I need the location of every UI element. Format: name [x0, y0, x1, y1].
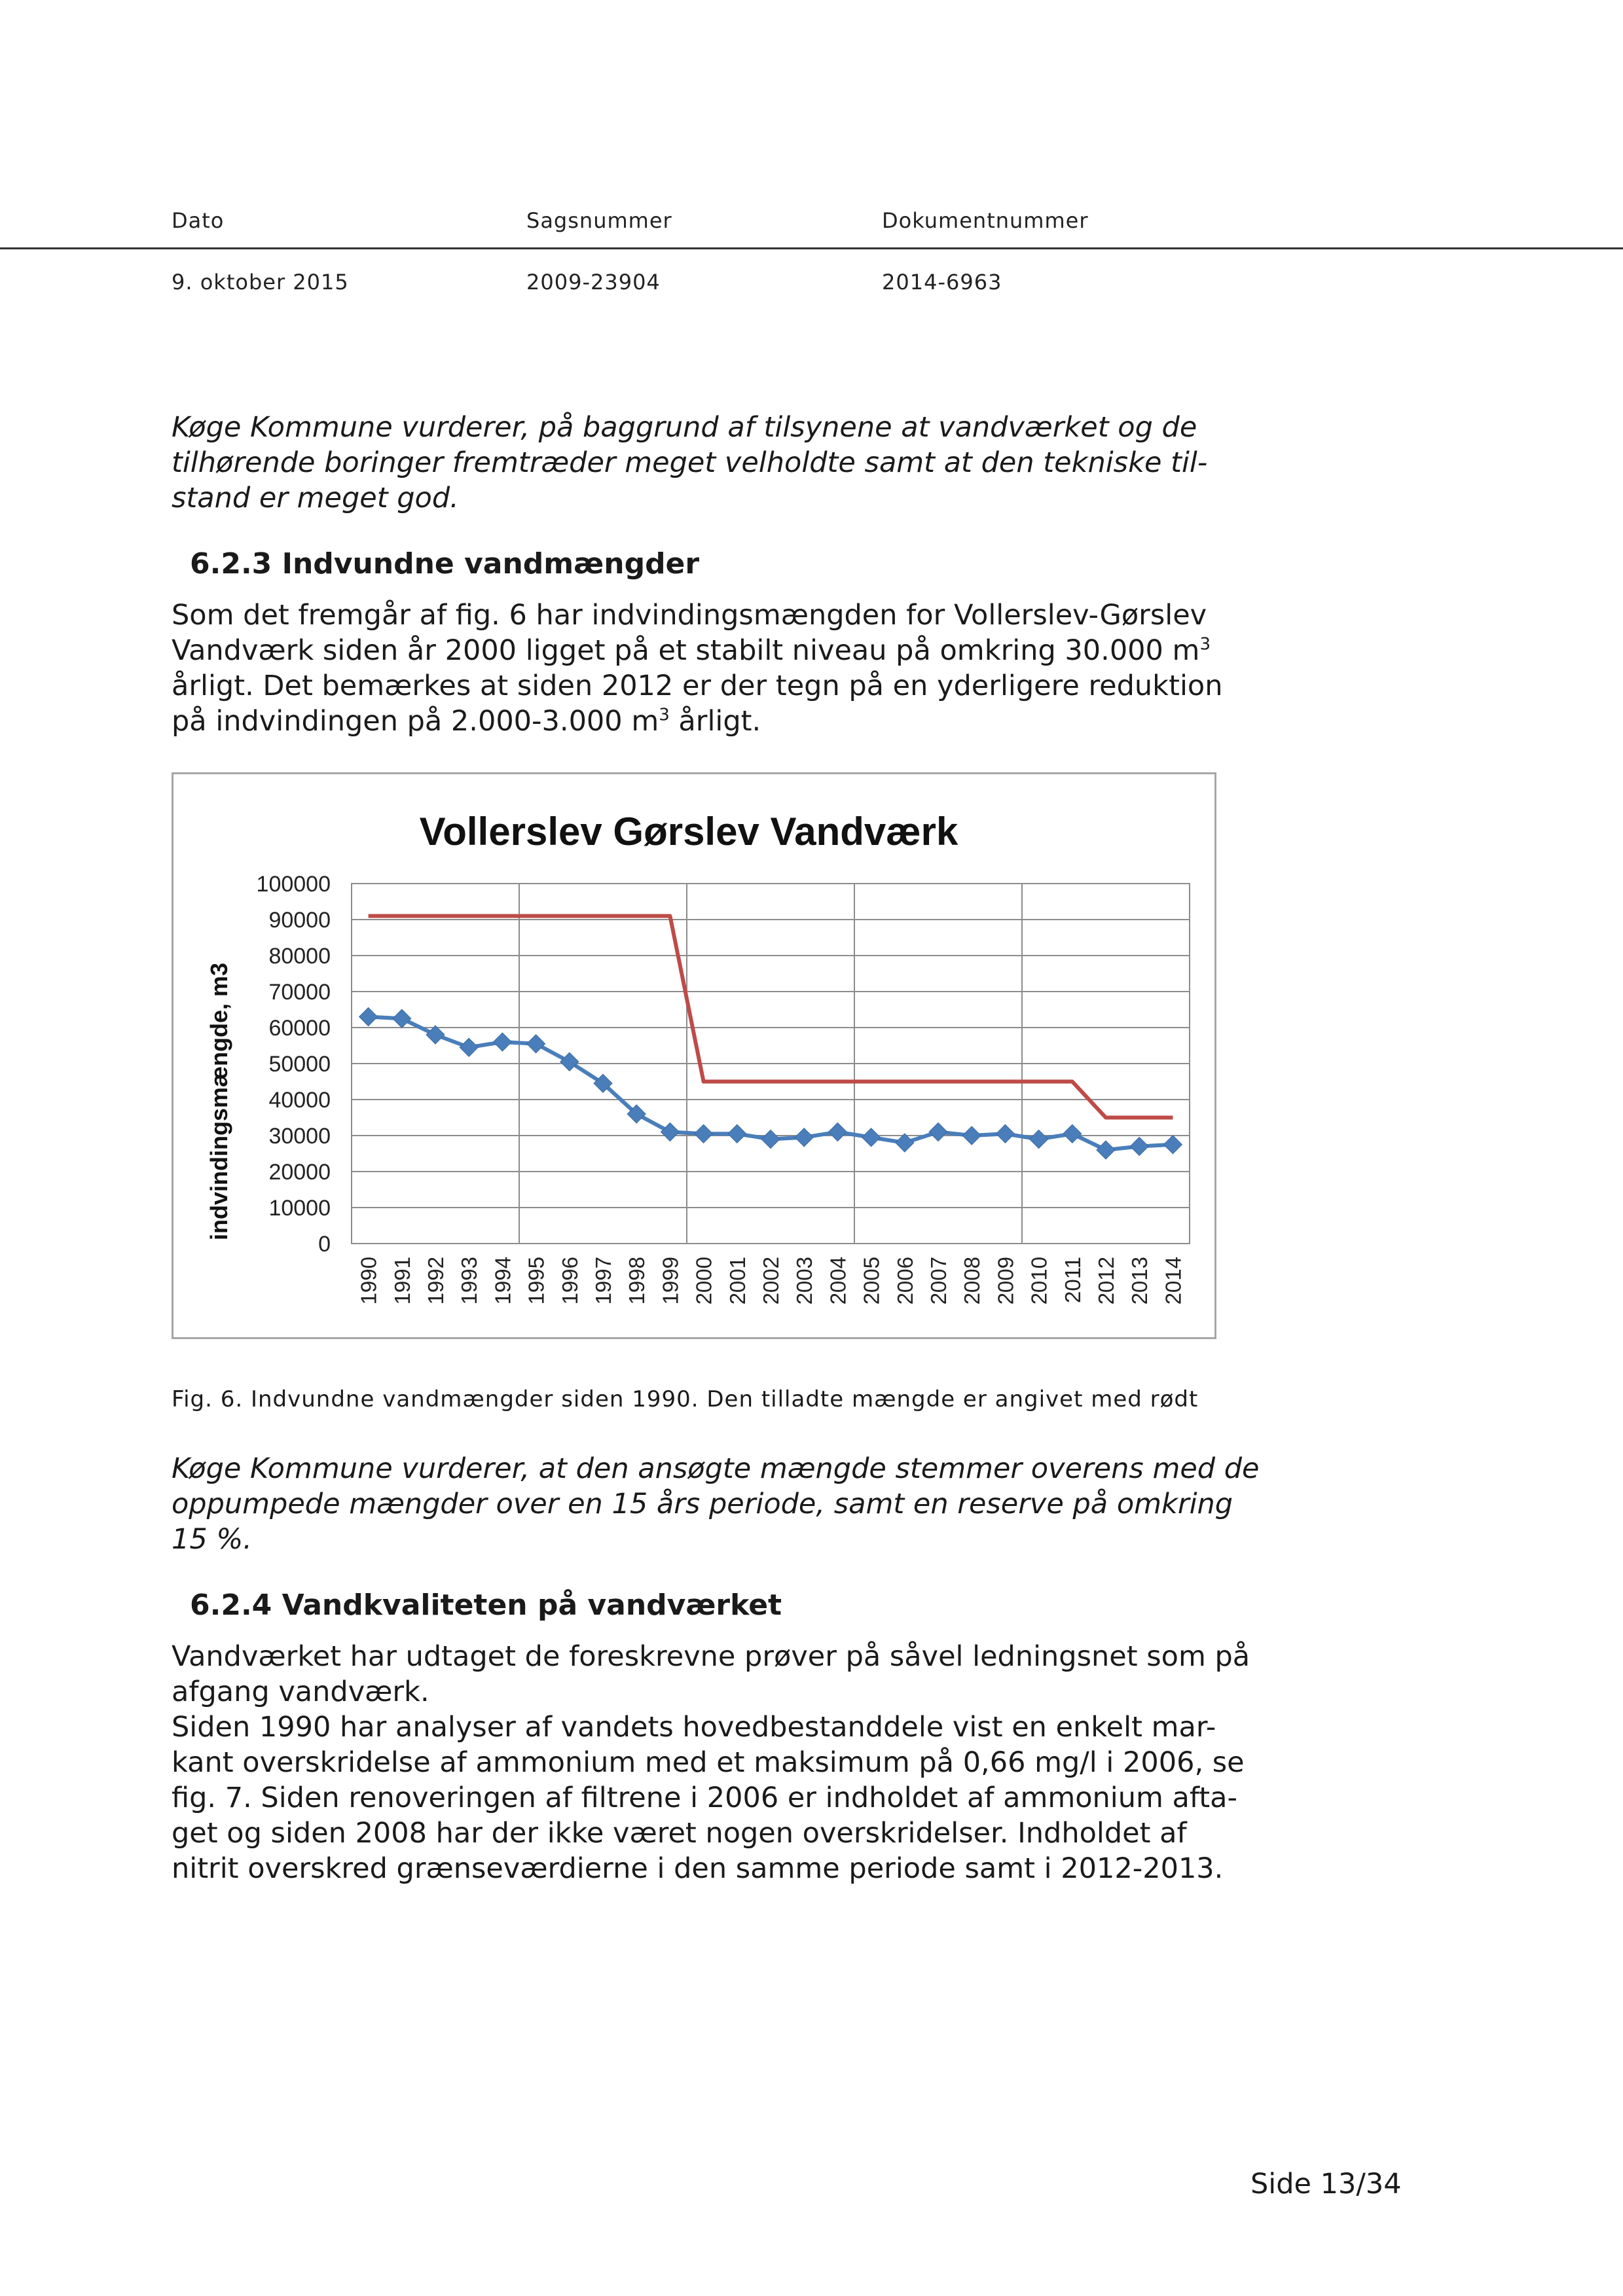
- y-tick-label: 100000: [256, 872, 331, 897]
- y-tick-label: 50000: [268, 1052, 331, 1077]
- data-point-marker: [1063, 1124, 1082, 1143]
- x-tick-label: 1990: [356, 1257, 381, 1305]
- data-point-marker: [896, 1134, 914, 1152]
- x-tick-label: 2002: [759, 1257, 783, 1305]
- section-624-paragraph: [172, 1639, 1250, 1886]
- data-point-marker: [695, 1124, 713, 1143]
- x-tick-label: 1993: [457, 1257, 482, 1305]
- data-point-marker: [1130, 1138, 1148, 1156]
- series-line-1: [369, 916, 1173, 1118]
- body-line-text: Vandværk siden år 2000 ligget på et stabilt niveau på omkring 30.000 m: [172, 634, 1200, 667]
- body-line-text: på indvindingen på 2.000-3.000 m: [172, 705, 659, 738]
- body-line-text: årligt.: [669, 705, 761, 738]
- x-tick-label: 2013: [1127, 1257, 1152, 1305]
- body-line: Siden 1990 har analyser af vandets hovedbestanddele vist en enkelt mar-: [172, 1711, 1216, 1744]
- data-point-marker: [1030, 1130, 1048, 1149]
- data-point-marker: [996, 1124, 1014, 1143]
- data-point-marker: [661, 1123, 679, 1141]
- section-623-heading: 6.2.3 Indvundne vandmængder: [190, 547, 700, 581]
- header-dato-label: Dato: [172, 208, 225, 233]
- data-point-marker: [962, 1126, 981, 1145]
- data-point-marker: [527, 1035, 545, 1053]
- data-point-marker: [1163, 1136, 1182, 1154]
- data-point-marker: [426, 1026, 445, 1044]
- y-tick-label: 0: [318, 1232, 331, 1257]
- assessment-line: 15 %.: [172, 1523, 252, 1556]
- x-tick-label: 1997: [591, 1257, 615, 1305]
- body-line: get og siden 2008 har der ikke været nogen overskridelser. Indholdet af: [172, 1817, 1187, 1850]
- x-tick-label: 1995: [524, 1257, 549, 1305]
- x-tick-label: 1998: [625, 1257, 649, 1305]
- intro-line: stand er meget god.: [172, 482, 459, 514]
- data-point-marker: [761, 1130, 780, 1149]
- data-point-marker: [929, 1123, 947, 1141]
- x-tick-label: 2007: [926, 1257, 951, 1305]
- figure-6-frame: [172, 772, 1216, 1339]
- figure-caption: Fig. 6. Indvundne vandmængder siden 1990. Den tilladte mængde er angivet med rødt: [172, 1386, 1199, 1412]
- intro-line: Køge Kommune vurderer, på baggrund af tilsynene at vandværket og de: [172, 411, 1197, 444]
- body-line: Vandværket har udtaget de foreskrevne prøver på såvel ledningsnet som på: [172, 1640, 1250, 1673]
- x-tick-label: 2003: [792, 1257, 817, 1305]
- x-tick-label: 2001: [725, 1257, 750, 1305]
- chart-svg: [173, 774, 1214, 1337]
- data-point-marker: [795, 1128, 813, 1147]
- x-tick-label: 2006: [892, 1257, 917, 1305]
- x-tick-label: 2008: [960, 1257, 985, 1305]
- body-line: fig. 7. Siden renoveringen af filtrene i 2006 er indholdet af ammonium afta-: [172, 1782, 1237, 1814]
- body-line: Som det fremgår af fig. 6 har indvindingsmængden for Vollerslev-Gørslev: [172, 599, 1207, 632]
- x-tick-label: 1999: [658, 1257, 683, 1305]
- data-point-marker: [393, 1009, 411, 1028]
- header-dokumentnummer-label: Dokumentnummer: [882, 208, 1089, 233]
- y-tick-label: 60000: [268, 1016, 331, 1041]
- x-tick-label: 1992: [424, 1257, 448, 1305]
- data-point-marker: [359, 1008, 378, 1026]
- x-tick-label: 2009: [993, 1257, 1018, 1305]
- data-point-marker: [862, 1128, 881, 1147]
- intro-line: tilhørende boringer fremtræder meget velholdte samt at den tekniske til-: [172, 446, 1208, 479]
- x-tick-label: 2000: [691, 1257, 716, 1305]
- y-tick-label: 40000: [268, 1088, 331, 1113]
- body-line: [172, 633, 1232, 668]
- header-sagsnummer-label: Sagsnummer: [526, 208, 672, 233]
- header-dokumentnummer-value: 2014-6963: [882, 270, 1002, 295]
- body-line: kant overskridelse af ammonium med et maksimum på 0,66 mg/l i 2006, se: [172, 1746, 1245, 1779]
- x-tick-label: 1994: [490, 1257, 515, 1305]
- body-line: [172, 704, 1232, 739]
- x-tick-label: 2012: [1094, 1257, 1118, 1305]
- y-tick-label: 20000: [268, 1160, 331, 1185]
- x-tick-label: 2004: [826, 1257, 850, 1305]
- x-tick-label: 2014: [1161, 1257, 1186, 1305]
- header-rule: [0, 247, 1623, 249]
- data-point-marker: [1097, 1141, 1115, 1159]
- x-tick-label: 1991: [390, 1257, 414, 1305]
- assessment-line: Køge Kommune vurderer, at den ansøgte mængde stemmer overens med de: [172, 1452, 1260, 1485]
- section-623-paragraph: [172, 598, 1232, 739]
- x-tick-label: 2005: [859, 1257, 884, 1305]
- section-624-heading: 6.2.4 Vandkvaliteten på vandværket: [190, 1588, 782, 1622]
- body-line: nitrit overskred grænseværdierne i den samme periode samt i 2012-2013.: [172, 1852, 1224, 1885]
- chart-title: Vollerslev Gørslev Vandværk: [419, 810, 958, 853]
- body-line: årligt. Det bemærkes at siden 2012 er der tegn på en yderligere reduktion: [172, 670, 1223, 702]
- chart-ylabel: indvindingsmængde, m3: [206, 962, 232, 1241]
- x-tick-label: 1996: [557, 1257, 582, 1305]
- header-dato-value: 9. oktober 2015: [172, 270, 349, 295]
- x-tick-label: 2010: [1027, 1257, 1051, 1305]
- data-point-marker: [828, 1123, 847, 1141]
- superscript-3: 3: [1199, 634, 1211, 655]
- y-tick-label: 80000: [268, 944, 331, 969]
- page-number: Side 13/34: [1250, 2168, 1402, 2200]
- data-point-marker: [728, 1124, 746, 1143]
- y-tick-label: 10000: [268, 1196, 331, 1221]
- assessment-paragraph: [172, 1451, 1260, 1557]
- y-tick-label: 70000: [268, 980, 331, 1005]
- y-tick-label: 30000: [268, 1124, 331, 1149]
- x-tick-label: 2011: [1060, 1257, 1085, 1303]
- data-point-marker: [460, 1038, 478, 1056]
- assessment-line: oppumpede mængder over en 15 års periode, samt en reserve på omkring: [172, 1488, 1233, 1520]
- body-line: afgang vandværk.: [172, 1676, 429, 1708]
- header-sagsnummer-value: 2009-23904: [526, 270, 661, 295]
- data-point-marker: [493, 1033, 511, 1051]
- y-tick-label: 90000: [268, 908, 331, 933]
- superscript-3: 3: [659, 705, 670, 725]
- intro-paragraph: [172, 410, 1232, 516]
